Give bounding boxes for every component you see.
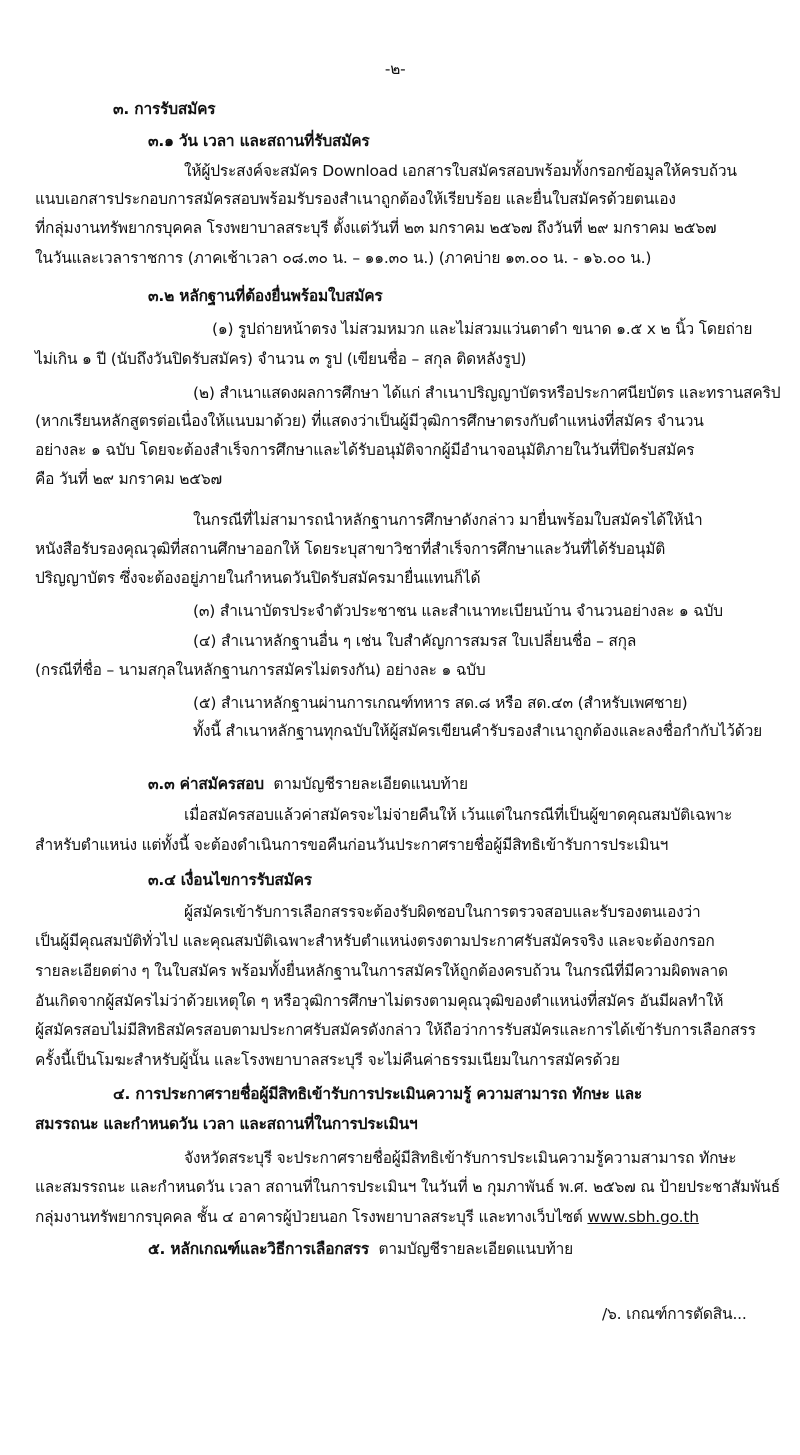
- section-3-3-heading: ๓.๓ ค่าสมัครสอบ: [148, 775, 264, 793]
- paragraph-line: สำหรับตำแหน่ง แต่ทั้งนี้ จะต้องดำเนินการขอคืนก่อนวันประกาศรายชื่อผู้มีสิทธิเข้ารับการประเมินฯ: [35, 836, 669, 854]
- paragraph-line: จังหวัดสระบุรี จะประกาศรายชื่อผู้มีสิทธิเข้ารับการประเมินความรู้ความสามารถ ทักษะ: [184, 1149, 737, 1167]
- list-item: ไม่เกิน ๑ ปี (นับถึงวันปิดรับสมัคร) จำนวน ๓ รูป (เขียนชื่อ – สกุล ติดหลังรูป): [35, 350, 527, 368]
- list-item: (๕) สำเนาหลักฐานผ่านการเกณฑ์ทหาร สด.๘ หรือ สด.๔๓ (สำหรับเพศชาย): [193, 694, 688, 712]
- paragraph-text: กลุ่มงานทรัพยากรบุคคล ชั้น ๔ อาคารผู้ป่วยนอก โรงพยาบาลสระบุรี และทางเว็บไซต์: [35, 1208, 583, 1226]
- paragraph-line: ครั้งนี้เป็นโมฆะสำหรับผู้นั้น และโรงพยาบาลสระบุรี จะไม่คืนค่าธรรมเนียมในการสมัครด้วย: [35, 1051, 620, 1069]
- next-page-continuation: /๖. เกณฑ์การตัดสิน...: [602, 1305, 747, 1323]
- section-4-heading-cont: สมรรถนะ และกำหนดวัน เวลา และสถานที่ในการประเมินฯ: [35, 1115, 418, 1133]
- paragraph-line: ทั้งนี้ สำเนาหลักฐานทุกฉบับให้ผู้สมัครเขียนคำรับรองสำเนาถูกต้องและลงชื่อกำกับไว้ด้วย: [193, 722, 762, 740]
- paragraph-line: ที่กลุ่มงานทรัพยากรบุคคล โรงพยาบาลสระบุรี ตั้งแต่วันที่ ๒๓ มกราคม ๒๕๖๗ ถึงวันที่ ๒๙ มกราคม ๒๕๖๗: [35, 219, 717, 237]
- website-link[interactable]: www.sbh.go.th: [587, 1208, 699, 1226]
- paragraph-line: ในวันและเวลาราชการ (ภาคเช้าเวลา ๐๘.๓๐ น. – ๑๑.๓๐ น.) (ภาคบ่าย ๑๓.๐๐ น. - ๑๖.๐๐ น.): [35, 249, 652, 267]
- paragraph-line: [35, 1206, 699, 1228]
- section-3-3-tail: ตามบัญชีรายละเอียดแนบท้าย: [273, 775, 468, 793]
- list-item: (๑) รูปถ่ายหน้าตรง ไม่สวมหมวก และไม่สวมแว่นตาดำ ขนาด ๑.๕ x ๒ นิ้ว โดยถ่าย: [212, 320, 753, 338]
- section-5-line: [148, 1238, 573, 1260]
- paragraph-line: ผู้สมัครเข้ารับการเลือกสรรจะต้องรับผิดชอบในการตรวจสอบและรับรองตนเองว่า: [184, 903, 701, 921]
- section-5-heading: ๕. หลักเกณฑ์และวิธีการเลือกสรร: [148, 1240, 370, 1258]
- paragraph-line: เมื่อสมัครสอบแล้วค่าสมัครจะไม่จ่ายคืนให้ เว้นแต่ในกรณีที่เป็นผู้ขาดคุณสมบัติเฉพาะ: [184, 806, 733, 824]
- page-number: -๒-: [384, 60, 406, 78]
- section-3-1-heading: ๓.๑ วัน เวลา และสถานที่รับสมัคร: [148, 132, 370, 150]
- list-item: คือ วันที่ ๒๙ มกราคม ๒๕๖๗: [35, 470, 222, 488]
- list-item: (หากเรียนหลักสูตรต่อเนื่องให้แนบมาด้วย) ที่แสดงว่าเป็นผู้มีวุฒิการศึกษาตรงกับตำแหน่งที่สมัคร จำนวน: [35, 412, 704, 430]
- list-item: (๒) สำเนาแสดงผลการศึกษา ได้แก่ สำเนาปริญญาบัตรหรือประกาศนียบัตร และทรานสคริป: [193, 384, 781, 402]
- list-item: (กรณีที่ชื่อ – นามสกุลในหลักฐานการสมัครไม่ตรงกัน) อย่างละ ๑ ฉบับ: [35, 661, 486, 679]
- section-3-2-heading: ๓.๒ หลักฐานที่ต้องยื่นพร้อมใบสมัคร: [148, 287, 383, 305]
- section-3-3-line: [148, 773, 468, 795]
- paragraph-line: ให้ผู้ประสงค์จะสมัคร Download เอกสารใบสมัครสอบพร้อมทั้งกรอกข้อมูลให้ครบถ้วน: [184, 162, 737, 180]
- paragraph-line: ปริญญาบัตร ซึ่งจะต้องอยู่ภายในกำหนดวันปิดรับสมัครมายื่นแทนก็ได้: [35, 569, 481, 587]
- paragraph-line: รายละเอียดต่าง ๆ ในใบสมัคร พร้อมทั้งยื่นหลักฐานในการสมัครให้ถูกต้องครบถ้วน ในกรณีที่มีความผิดพลาด: [35, 962, 728, 980]
- paragraph-line: เป็นผู้มีคุณสมบัติทั่วไป และคุณสมบัติเฉพาะสำหรับตำแหน่งตรงตามประกาศรับสมัครจริง และจะต้องกรอก: [35, 932, 715, 950]
- section-5-tail: ตามบัญชีรายละเอียดแนบท้าย: [378, 1240, 573, 1258]
- section-4-heading: ๔. การประกาศรายชื่อผู้มีสิทธิเข้ารับการประเมินความรู้ ความสามารถ ทักษะ และ: [113, 1085, 643, 1103]
- list-item: อย่างละ ๑ ฉบับ โดยจะต้องสำเร็จการศึกษาและได้รับอนุมัติจากผู้มีอำนาจอนุมัติภายในวันที่ปิดรับสมัคร: [35, 441, 695, 459]
- paragraph-line: หนังสือรับรองคุณวุฒิที่สถานศึกษาออกให้ โดยระบุสาขาวิชาที่สำเร็จการศึกษาและวันที่ได้รับอนุมัติ: [35, 540, 666, 558]
- paragraph-line: ผู้สมัครสอบไม่มีสิทธิสมัครสอบตามประกาศรับสมัครดังกล่าว ให้ถือว่าการรับสมัครและการได้เข้ารับการเลือกสรร: [35, 1021, 756, 1039]
- section-3-heading: ๓. การรับสมัคร: [113, 100, 216, 118]
- paragraph-line: และสมรรถนะ และกำหนดวัน เวลา สถานที่ในการประเมินฯ ในวันที่ ๒ กุมภาพันธ์ พ.ศ. ๒๕๖๗ ณ ป้ายประชาสัมพันธ์: [35, 1178, 780, 1196]
- paragraph-line: อันเกิดจากผู้สมัครไม่ว่าด้วยเหตุใด ๆ หรือวุฒิการศึกษาไม่ตรงตามคุณวุฒิของตำแหน่งที่สมัคร อันมีผลทำให้: [35, 992, 724, 1010]
- list-item: (๓) สำเนาบัตรประจำตัวประชาชน และสำเนาทะเบียนบ้าน จำนวนอย่างละ ๑ ฉบับ: [193, 602, 723, 620]
- section-3-4-heading: ๓.๔ เงื่อนไขการรับสมัคร: [148, 871, 312, 889]
- list-item: (๔) สำเนาหลักฐานอื่น ๆ เช่น ใบสำคัญการสมรส ใบเปลี่ยนชื่อ – สกุล: [193, 632, 637, 650]
- paragraph-line: แนบเอกสารประกอบการสมัครสอบพร้อมรับรองสำเนาถูกต้องให้เรียบร้อย และยื่นใบสมัครด้วยตนเอง: [35, 190, 676, 208]
- paragraph-line: ในกรณีที่ไม่สามารถนำหลักฐานการศึกษาดังกล่าว มายื่นพร้อมใบสมัครได้ให้นำ: [193, 511, 703, 529]
